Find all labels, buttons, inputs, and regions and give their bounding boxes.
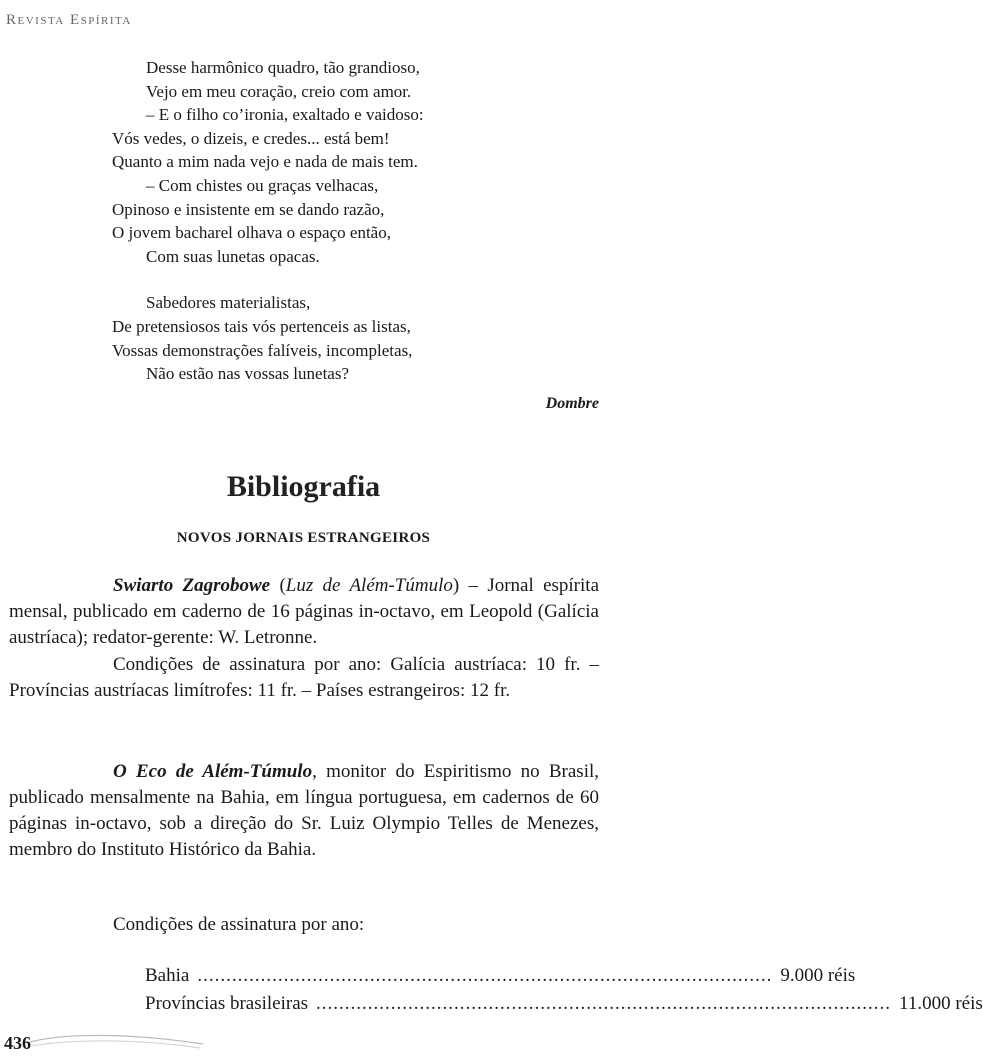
paragraph-text: Condições de assinatura por ano: Galícia austríaca: 10 fr. – Províncias austríacas limítrofes: 11 fr. – Países estrangeiros: 12 fr. [9, 654, 599, 701]
paragraph-text: , monitor do Espiritismo no Brasil, publicado mensalmente na Bahia, em língua portuguesa, em cadernos de 60 páginas in-octavo, sob a direção do Sr. Luiz Olympio Telles de Menezes, membro do Instituto Histórico da Bahia. [9, 761, 599, 860]
stanza-gap [112, 268, 592, 291]
journal-title: O Eco de Além-Túmulo [113, 761, 313, 782]
poem-line: O jovem bacharel olhava o espaço então, [112, 223, 391, 243]
poem-line: Com suas lunetas opacas. [146, 246, 320, 266]
poem-line: Opinoso e insistente em se dando razão, [112, 199, 385, 219]
dot-leader: .................................................................................................... [197, 965, 773, 986]
paragraph-swiarto [9, 573, 599, 651]
paragraph-text: ) – Jornal espírita mensal, publicado em caderno de 16 páginas in-octavo, em Leopold (Galícia austríaca); redator-gerente: W. Letronne. [9, 575, 599, 648]
page-number: 436 [4, 1033, 31, 1053]
paragraph-conditions-1 [9, 652, 599, 704]
price-value: 9.000 réis [780, 965, 856, 986]
poem-line: Vossas demonstrações falíveis, incompletas, [112, 340, 413, 360]
price-label: Bahia [145, 965, 190, 986]
poem-line: Quanto a mim nada vejo e nada de mais tem. [112, 152, 418, 172]
poem-line: – Com chistes ou graças velhacas, [146, 175, 379, 195]
dot-leader: .................................................................................................... [316, 993, 892, 1014]
price-label: Províncias brasileiras [145, 993, 309, 1014]
price-row [145, 962, 856, 990]
poem-line: – E o filho co’ironia, exaltado e vaidoso: [146, 105, 424, 125]
poem-line: Não estão nas vossas lunetas? [146, 364, 350, 384]
price-table [145, 962, 983, 1018]
poem-line: Vós vedes, o dizeis, e credes... está bem! [112, 128, 390, 148]
running-header: Revista Espírita [6, 12, 132, 28]
journal-translation: Luz de Além-Túmulo [285, 575, 453, 596]
paragraph-conditions-2: Condições de assinatura por ano: [113, 914, 365, 935]
price-value: 11.000 réis [899, 993, 983, 1014]
paragraph-eco [9, 759, 599, 863]
poem-line: De pretensiosos tais vós pertenceis as listas, [112, 316, 411, 336]
swoosh-ornament-icon [28, 1028, 208, 1054]
poem [112, 56, 592, 386]
price-row [145, 990, 983, 1018]
poem-line: Sabedores materialistas, [146, 293, 311, 313]
poem-line: Vejo em meu coração, creio com amor. [146, 81, 412, 101]
poem-line: Desse harmônico quadro, tão grandioso, [146, 58, 420, 77]
paragraph-text: ( [270, 575, 286, 596]
journal-title: Swiarto Zagrobowe [113, 575, 271, 596]
poem-signature: Dombre [545, 395, 599, 412]
section-title: Bibliografia [226, 470, 381, 503]
section-subtitle: NOVOS JORNAIS ESTRANGEIROS [176, 530, 431, 546]
